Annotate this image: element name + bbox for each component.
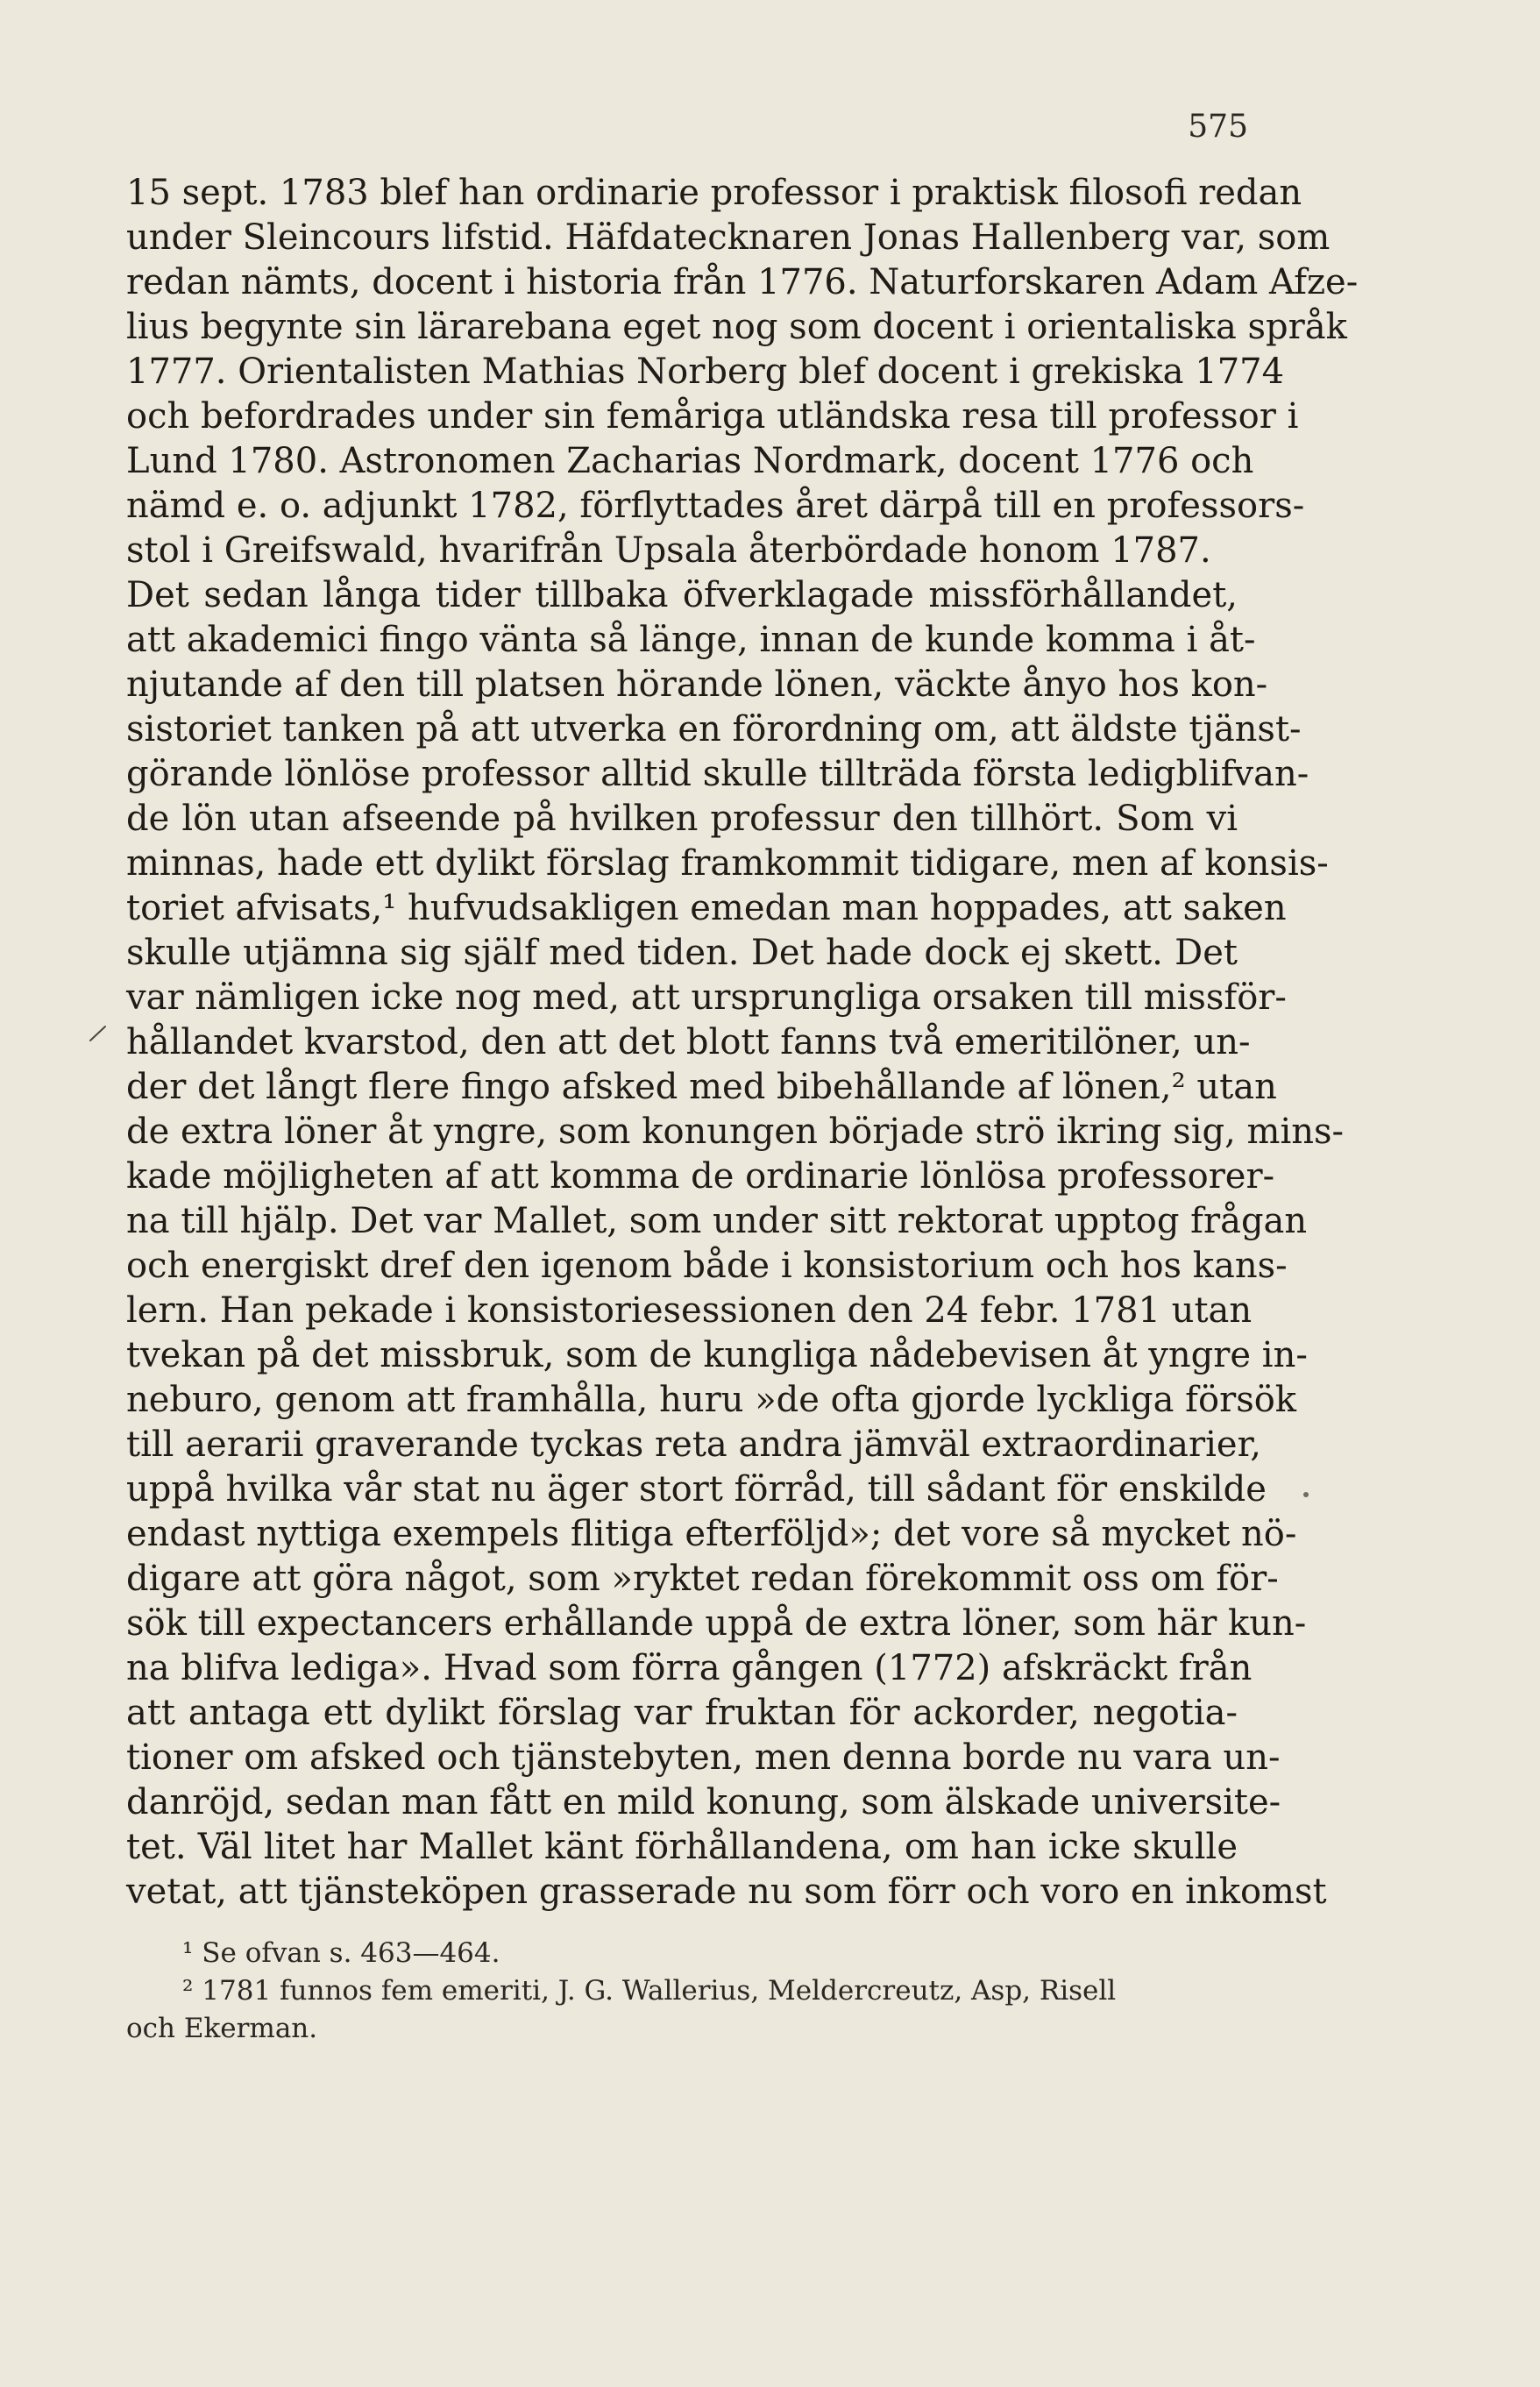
- body-line: sistoriet tanken på att utverka en förordning om, att äldste tjänst-: [126, 709, 1302, 749]
- body-line: kade möjligheten af att komma de ordinarie lönlösa professorer-: [126, 1156, 1275, 1197]
- body-line: der det långt flere fingo afsked med bibehållande af lönen,² utan: [126, 1067, 1277, 1107]
- body-line: och energiskt dref den igenom både i konsistorium och hos kans-: [126, 1246, 1288, 1286]
- body-line: de lön utan afseende på hvilken professur den tillhört. Som vi: [126, 799, 1238, 839]
- body-line: till aerarii graverande tyckas reta andra jämväl extraordinarier,: [126, 1424, 1262, 1465]
- stray-ink-dot: [1303, 1492, 1309, 1497]
- page-number: 575: [1188, 109, 1248, 145]
- body-line: vetat, att tjänsteköpen grasserade nu som förr och voro en inkomst: [126, 1872, 1327, 1912]
- footnote-line: och Ekerman.: [126, 2013, 318, 2044]
- body-line: lern. Han pekade i konsistoriesessionen den 24 febr. 1781 utan: [126, 1290, 1253, 1331]
- body-line: skulle utjämna sig själf med tiden. Det hade dock ej skett. Det: [126, 933, 1238, 973]
- body-line: na blifva lediga». Hvad som förra gången (1772) afskräckt från: [126, 1648, 1253, 1688]
- body-line: endast nyttiga exempels flitiga efterföljd»; det vore så mycket nö-: [126, 1514, 1297, 1554]
- body-line: Lund 1780. Astronomen Zacharias Nordmark, docent 1776 och: [126, 441, 1254, 481]
- body-line: görande lönlöse professor alltid skulle tillträda första ledigblifvan-: [126, 754, 1309, 794]
- body-line: redan nämts, docent i historia från 1776. Naturforskaren Adam Afze-: [126, 262, 1359, 302]
- footnote-line: ¹ Se ofvan s. 463—464.: [182, 1937, 500, 1969]
- body-line: digare att göra något, som »ryktet redan förekommit oss om för-: [126, 1559, 1279, 1599]
- body-line: stol i Greifswald, hvarifrån Upsala återbördade honom 1787.: [126, 530, 1211, 571]
- body-line: att akademici fingo vänta så länge, innan de kunde komma i åt-: [126, 620, 1256, 660]
- body-line: var nämligen icke nog med, att ursprungliga orsaken till missför-: [126, 977, 1287, 1018]
- body-line: neburo, genom att framhålla, huru »de ofta gjorde lyckliga försök: [126, 1380, 1297, 1420]
- body-line: tet. Väl litet har Mallet känt förhållandena, om han icke skulle: [126, 1827, 1238, 1867]
- footnote-line: ² 1781 funnos fem emeriti, J. G. Wallerius, Meldercreutz, Asp, Risell: [182, 1975, 1117, 2007]
- body-line: de extra löner åt yngre, som konungen började strö ikring sig, mins-: [126, 1112, 1345, 1152]
- pencil-margin-mark: [88, 1022, 109, 1043]
- body-line: nämd e. o. adjunkt 1782, förflyttades året därpå till en professors-: [126, 486, 1305, 526]
- body-line: att antaga ett dylikt förslag var fruktan för ackorder, negotia-: [126, 1693, 1238, 1733]
- body-line: njutande af den till platsen hörande lönen, väckte ånyo hos kon-: [126, 664, 1268, 705]
- body-line: tioner om afsked och tjänstebyten, men denna borde nu vara un-: [126, 1737, 1281, 1778]
- body-line: minnas, hade ett dylikt förslag framkommit tidigare, men af konsis-: [126, 843, 1329, 884]
- body-line: 1777. Orientalisten Mathias Norberg blef docent i grekiska 1774: [126, 352, 1285, 392]
- body-line: na till hjälp. Det var Mallet, som under sitt rektorat upptog frågan: [126, 1201, 1308, 1241]
- body-line: danröjd, sedan man fått en mild konung, som älskade universite-: [126, 1782, 1281, 1822]
- body-line: under Sleincours lifstid. Häfdatecknaren Jonas Hallenberg var, som: [126, 217, 1331, 258]
- body-line: och befordrades under sin femåriga utländska resa till professor i: [126, 396, 1299, 437]
- body-line: uppå hvilka vår stat nu äger stort förråd, till sådant för enskilde: [126, 1469, 1267, 1510]
- body-line: 15 sept. 1783 blef han ordinarie professor i praktisk filosofi redan: [126, 173, 1302, 213]
- body-line: tvekan på det missbruk, som de kungliga nådebevisen åt yngre in-: [126, 1335, 1308, 1375]
- body-line: sök till expectancers erhållande uppå de extra löner, som här kun-: [126, 1603, 1307, 1644]
- body-line: Det sedan långa tider tillbaka öfverklagade missförhållandet,: [126, 575, 1238, 615]
- body-line: toriet afvisats,¹ hufvudsakligen emedan man hoppades, att saken: [126, 888, 1287, 928]
- body-line: hållandet kvarstod, den att det blott fanns två emeritilöner, un-: [126, 1022, 1251, 1062]
- body-line: lius begynte sin lärarebana eget nog som docent i orientaliska språk: [126, 307, 1347, 347]
